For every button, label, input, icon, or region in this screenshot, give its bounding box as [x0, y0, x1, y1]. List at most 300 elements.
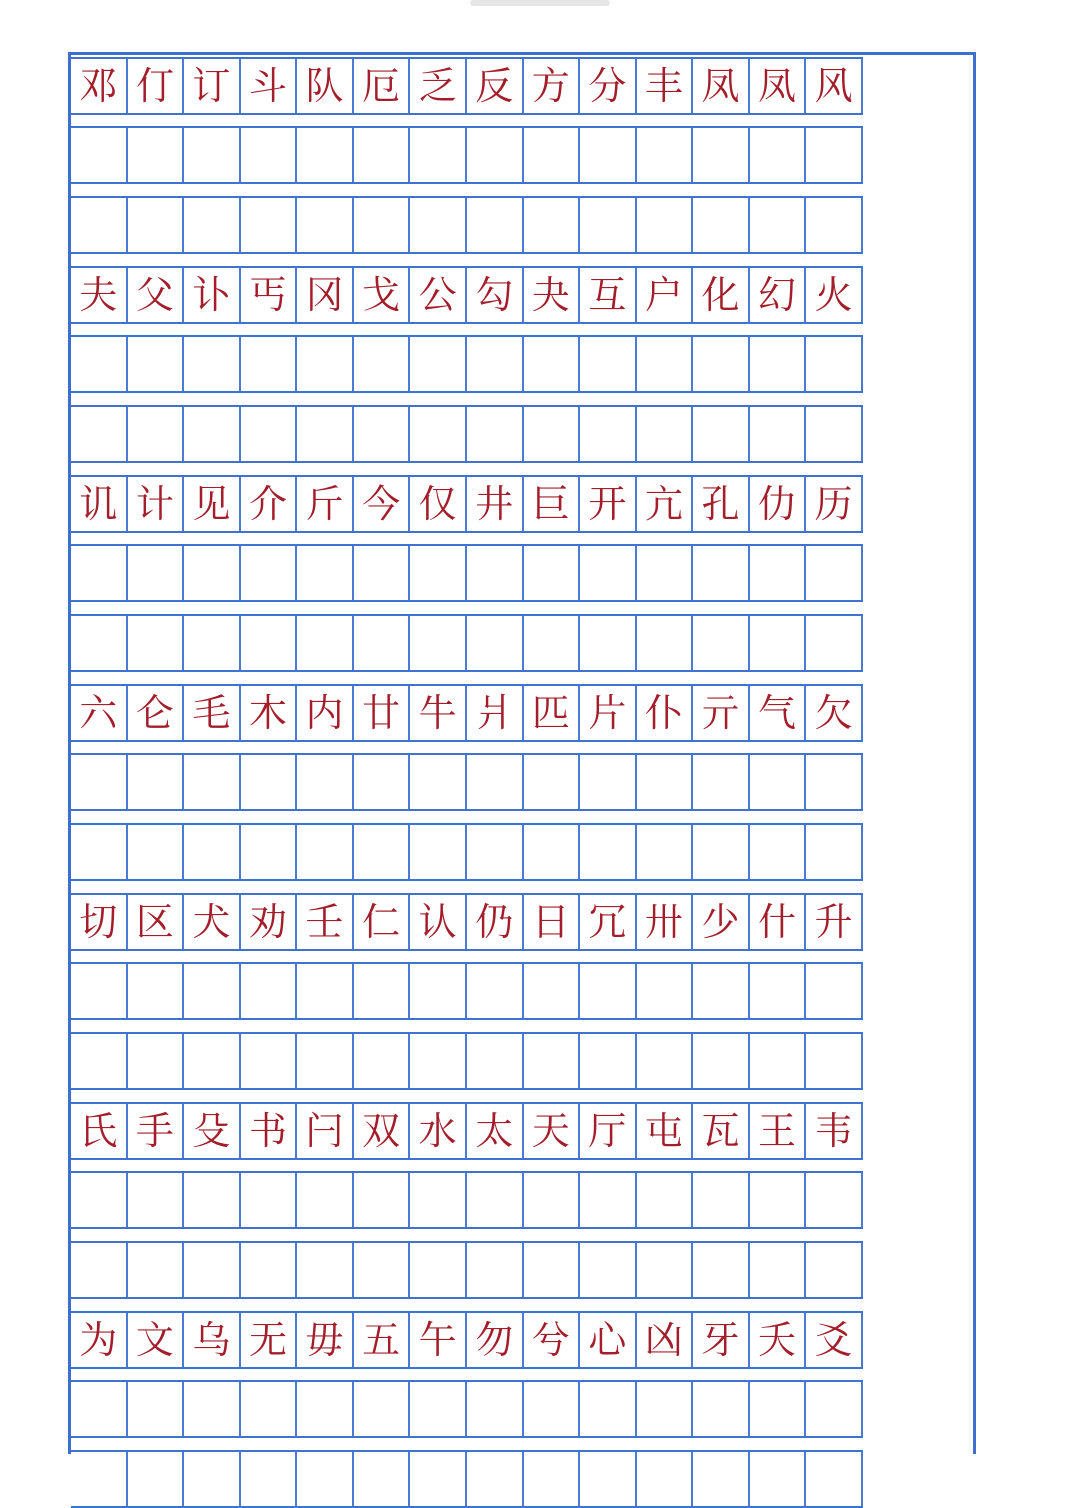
practice-cell[interactable] [750, 546, 807, 600]
practice-cell[interactable] [410, 964, 467, 1018]
model-character: 爿 [467, 686, 524, 740]
practice-cell[interactable] [241, 337, 298, 391]
model-character: 亓 [693, 686, 750, 740]
practice-cell[interactable] [184, 337, 241, 391]
practice-cell[interactable] [806, 407, 863, 461]
practice-cell[interactable] [354, 546, 411, 600]
practice-cell[interactable] [580, 198, 637, 252]
practice-cell[interactable] [241, 964, 298, 1018]
model-character: 厄 [354, 59, 411, 113]
practice-cell[interactable] [524, 825, 581, 879]
practice-cell[interactable] [241, 1034, 298, 1088]
practice-cell[interactable] [128, 1034, 185, 1088]
model-character: 讣 [184, 268, 241, 322]
model-character: 今 [354, 477, 411, 531]
model-character: 闩 [297, 1104, 354, 1158]
practice-cell[interactable] [71, 1452, 128, 1506]
practice-cell[interactable] [354, 1034, 411, 1088]
practice-cell[interactable] [184, 755, 241, 809]
model-character: 化 [693, 268, 750, 322]
practice-cell[interactable] [184, 128, 241, 182]
model-character: 壬 [297, 895, 354, 949]
model-character: 什 [750, 895, 807, 949]
model-character: 氏 [71, 1104, 128, 1158]
model-character: 孔 [693, 477, 750, 531]
scan-mark [470, 0, 610, 6]
model-character: 勿 [467, 1313, 524, 1367]
practice-cell[interactable] [524, 337, 581, 391]
practice-cell[interactable] [806, 1173, 863, 1227]
practice-cell[interactable] [637, 964, 694, 1018]
practice-cell[interactable] [467, 1243, 524, 1297]
model-character: 计 [128, 477, 185, 531]
practice-cell[interactable] [128, 1243, 185, 1297]
model-character: 片 [580, 686, 637, 740]
practice-cell[interactable] [354, 337, 411, 391]
practice-cell[interactable] [128, 825, 185, 879]
practice-cell[interactable] [71, 337, 128, 391]
model-character: 卅 [637, 895, 694, 949]
practice-cell[interactable] [184, 825, 241, 879]
practice-cell[interactable] [580, 755, 637, 809]
model-character: 冗 [580, 895, 637, 949]
model-character: 互 [580, 268, 637, 322]
practice-cell[interactable] [410, 825, 467, 879]
model-character: 手 [128, 1104, 185, 1158]
practice-cell[interactable] [241, 198, 298, 252]
model-character: 毛 [184, 686, 241, 740]
model-character: 五 [354, 1313, 411, 1367]
practice-cell[interactable] [354, 755, 411, 809]
practice-cell[interactable] [637, 546, 694, 600]
model-character: 认 [410, 895, 467, 949]
practice-cell[interactable] [297, 1243, 354, 1297]
model-character: 夭 [750, 1313, 807, 1367]
practice-cell[interactable] [184, 546, 241, 600]
practice-cell[interactable] [693, 128, 750, 182]
model-character: 仃 [128, 59, 185, 113]
practice-cell[interactable] [467, 1452, 524, 1506]
practice-cell[interactable] [750, 1382, 807, 1436]
model-character: 王 [750, 1104, 807, 1158]
model-character: 凶 [637, 1313, 694, 1367]
practice-cell[interactable] [71, 1243, 128, 1297]
practice-cell[interactable] [297, 825, 354, 879]
practice-cell[interactable] [354, 198, 411, 252]
practice-cell[interactable] [693, 337, 750, 391]
practice-cell[interactable] [637, 825, 694, 879]
practice-cell[interactable] [128, 1452, 185, 1506]
practice-cell[interactable] [297, 546, 354, 600]
practice-cell[interactable] [693, 616, 750, 670]
model-character: 韦 [806, 1104, 863, 1158]
practice-cell[interactable] [750, 1173, 807, 1227]
model-character: 日 [524, 895, 581, 949]
practice-cell[interactable] [693, 1034, 750, 1088]
practice-cell[interactable] [806, 825, 863, 879]
practice-cell[interactable] [241, 755, 298, 809]
practice-cell[interactable] [354, 128, 411, 182]
blank-practice-row [71, 544, 863, 602]
model-character: 仅 [410, 477, 467, 531]
model-character: 介 [241, 477, 298, 531]
model-character: 为 [71, 1313, 128, 1367]
model-character: 牙 [693, 1313, 750, 1367]
blank-practice-row [71, 1450, 863, 1508]
model-character: 历 [806, 477, 863, 531]
model-character: 巨 [524, 477, 581, 531]
model-character: 仁 [354, 895, 411, 949]
model-character-row [71, 57, 863, 115]
practice-cell[interactable] [297, 1382, 354, 1436]
practice-cell[interactable] [297, 1034, 354, 1088]
model-character: 订 [184, 59, 241, 113]
practice-cell[interactable] [241, 128, 298, 182]
practice-cell[interactable] [806, 1382, 863, 1436]
blank-practice-row [71, 1241, 863, 1299]
practice-cell[interactable] [71, 964, 128, 1018]
model-character: 殳 [184, 1104, 241, 1158]
practice-cell[interactable] [750, 825, 807, 879]
practice-cell[interactable] [410, 198, 467, 252]
practice-cell[interactable] [750, 198, 807, 252]
practice-cell[interactable] [128, 198, 185, 252]
practice-cell[interactable] [806, 546, 863, 600]
model-character: 方 [524, 59, 581, 113]
practice-cell[interactable] [580, 616, 637, 670]
practice-cell[interactable] [354, 407, 411, 461]
practice-cell[interactable] [297, 198, 354, 252]
practice-cell[interactable] [580, 964, 637, 1018]
practice-cell[interactable] [297, 964, 354, 1018]
practice-cell[interactable] [241, 1452, 298, 1506]
practice-cell[interactable] [806, 198, 863, 252]
practice-cell[interactable] [354, 825, 411, 879]
model-character: 仆 [637, 686, 694, 740]
model-character: 牛 [410, 686, 467, 740]
model-character: 爻 [806, 1313, 863, 1367]
practice-cell[interactable] [71, 1034, 128, 1088]
practice-cell[interactable] [467, 755, 524, 809]
practice-cell[interactable] [806, 1243, 863, 1297]
model-character: 书 [241, 1104, 298, 1158]
practice-cell[interactable] [806, 755, 863, 809]
practice-cell[interactable] [354, 1452, 411, 1506]
practice-cell[interactable] [297, 755, 354, 809]
practice-cell[interactable] [241, 1382, 298, 1436]
model-character: 丰 [637, 59, 694, 113]
practice-cell[interactable] [128, 546, 185, 600]
practice-cell[interactable] [410, 407, 467, 461]
practice-cell[interactable] [467, 407, 524, 461]
practice-cell[interactable] [750, 755, 807, 809]
practice-cell[interactable] [750, 1452, 807, 1506]
practice-cell[interactable] [467, 825, 524, 879]
blank-practice-row [71, 614, 863, 672]
model-character: 心 [580, 1313, 637, 1367]
practice-cell[interactable] [524, 616, 581, 670]
model-character: 内 [297, 686, 354, 740]
practice-cell[interactable] [128, 1173, 185, 1227]
practice-cell[interactable] [524, 128, 581, 182]
practice-cell[interactable] [410, 337, 467, 391]
practice-cell[interactable] [693, 964, 750, 1018]
practice-cell[interactable] [750, 128, 807, 182]
model-character: 亢 [637, 477, 694, 531]
model-character: 犬 [184, 895, 241, 949]
practice-cell[interactable] [184, 616, 241, 670]
practice-cell[interactable] [637, 755, 694, 809]
practice-cell[interactable] [693, 1173, 750, 1227]
practice-cell[interactable] [637, 407, 694, 461]
model-character: 开 [580, 477, 637, 531]
practice-cell[interactable] [297, 1173, 354, 1227]
model-character: 井 [467, 477, 524, 531]
model-character-row [71, 266, 863, 324]
model-character: 父 [128, 268, 185, 322]
practice-cell[interactable] [71, 616, 128, 670]
practice-cell[interactable] [693, 1243, 750, 1297]
practice-cell[interactable] [354, 1173, 411, 1227]
model-character: 文 [128, 1313, 185, 1367]
practice-cell[interactable] [467, 546, 524, 600]
practice-cell[interactable] [524, 198, 581, 252]
blank-practice-row [71, 823, 863, 881]
practice-cell[interactable] [637, 1243, 694, 1297]
practice-cell[interactable] [750, 616, 807, 670]
practice-cell[interactable] [71, 128, 128, 182]
practice-cell[interactable] [128, 964, 185, 1018]
model-character: 匹 [524, 686, 581, 740]
practice-cell[interactable] [524, 1034, 581, 1088]
practice-cell[interactable] [297, 128, 354, 182]
practice-cell[interactable] [637, 1173, 694, 1227]
practice-cell[interactable] [128, 755, 185, 809]
practice-cell[interactable] [580, 128, 637, 182]
model-character: 凤 [750, 59, 807, 113]
practice-cell[interactable] [410, 1243, 467, 1297]
practice-cell[interactable] [637, 128, 694, 182]
model-character: 邓 [71, 59, 128, 113]
practice-cell[interactable] [580, 1382, 637, 1436]
practice-cell[interactable] [806, 1034, 863, 1088]
blank-practice-row [71, 335, 863, 393]
practice-cell[interactable] [410, 755, 467, 809]
practice-cell[interactable] [693, 407, 750, 461]
model-character: 勾 [467, 268, 524, 322]
model-character: 区 [128, 895, 185, 949]
model-character: 仍 [467, 895, 524, 949]
practice-cell[interactable] [750, 1243, 807, 1297]
model-character: 队 [297, 59, 354, 113]
practice-cell[interactable] [750, 337, 807, 391]
model-character-row [71, 893, 863, 951]
practice-cell[interactable] [184, 964, 241, 1018]
practice-cell[interactable] [750, 407, 807, 461]
practice-cell[interactable] [410, 1382, 467, 1436]
practice-cell[interactable] [71, 755, 128, 809]
practice-cell[interactable] [524, 1382, 581, 1436]
practice-cell[interactable] [524, 1173, 581, 1227]
model-character: 升 [806, 895, 863, 949]
practice-cell[interactable] [637, 1034, 694, 1088]
practice-cell[interactable] [241, 407, 298, 461]
practice-cell[interactable] [467, 1034, 524, 1088]
practice-cell[interactable] [410, 616, 467, 670]
practice-cell[interactable] [806, 128, 863, 182]
practice-cell[interactable] [580, 337, 637, 391]
model-character: 无 [241, 1313, 298, 1367]
model-character: 冈 [297, 268, 354, 322]
model-character: 双 [354, 1104, 411, 1158]
model-character: 凤 [693, 59, 750, 113]
practice-cell[interactable] [71, 1173, 128, 1227]
blank-practice-row [71, 1171, 863, 1229]
practice-cell[interactable] [580, 407, 637, 461]
practice-cell[interactable] [184, 1382, 241, 1436]
model-character: 公 [410, 268, 467, 322]
practice-cell[interactable] [128, 128, 185, 182]
practice-cell[interactable] [637, 616, 694, 670]
practice-cell[interactable] [806, 616, 863, 670]
practice-cell[interactable] [467, 128, 524, 182]
practice-cell[interactable] [806, 964, 863, 1018]
model-character: 少 [693, 895, 750, 949]
practice-cell[interactable] [71, 825, 128, 879]
practice-cell[interactable] [693, 198, 750, 252]
model-character: 兮 [524, 1313, 581, 1367]
practice-cell[interactable] [580, 1243, 637, 1297]
practice-cell[interactable] [693, 1452, 750, 1506]
practice-cell[interactable] [524, 755, 581, 809]
practice-cell[interactable] [297, 1452, 354, 1506]
blank-practice-row [71, 405, 863, 463]
practice-cell[interactable] [71, 1382, 128, 1436]
practice-cell[interactable] [128, 337, 185, 391]
model-character-row [71, 475, 863, 533]
model-character: 天 [524, 1104, 581, 1158]
practice-cell[interactable] [750, 964, 807, 1018]
practice-cell[interactable] [184, 1243, 241, 1297]
practice-cell[interactable] [637, 198, 694, 252]
practice-cell[interactable] [693, 1382, 750, 1436]
practice-cell[interactable] [241, 1173, 298, 1227]
model-character: 斗 [241, 59, 298, 113]
blank-practice-row [71, 753, 863, 811]
practice-cell[interactable] [184, 407, 241, 461]
practice-cell[interactable] [354, 616, 411, 670]
practice-cell[interactable] [580, 1034, 637, 1088]
practice-cell[interactable] [71, 198, 128, 252]
model-character: 太 [467, 1104, 524, 1158]
practice-cell[interactable] [750, 1034, 807, 1088]
model-character: 丐 [241, 268, 298, 322]
practice-cell[interactable] [467, 1382, 524, 1436]
model-character: 切 [71, 895, 128, 949]
practice-cell[interactable] [524, 1452, 581, 1506]
model-character: 戈 [354, 268, 411, 322]
practice-cell[interactable] [580, 1173, 637, 1227]
practice-cell[interactable] [693, 825, 750, 879]
practice-cell[interactable] [410, 1452, 467, 1506]
practice-cell[interactable] [524, 964, 581, 1018]
practice-cell[interactable] [467, 198, 524, 252]
practice-cell[interactable] [128, 407, 185, 461]
practice-cell[interactable] [467, 964, 524, 1018]
practice-cell[interactable] [71, 407, 128, 461]
model-character: 见 [184, 477, 241, 531]
practice-cell[interactable] [354, 964, 411, 1018]
practice-cell[interactable] [128, 616, 185, 670]
model-character-row [71, 1311, 863, 1369]
practice-cell[interactable] [184, 1452, 241, 1506]
model-character: 夫 [71, 268, 128, 322]
model-character: 水 [410, 1104, 467, 1158]
practice-cell[interactable] [693, 755, 750, 809]
practice-cell[interactable] [637, 1382, 694, 1436]
practice-cell[interactable] [354, 1243, 411, 1297]
model-character: 劝 [241, 895, 298, 949]
practice-cell[interactable] [693, 546, 750, 600]
practice-cell[interactable] [184, 1173, 241, 1227]
model-character: 六 [71, 686, 128, 740]
practice-cell[interactable] [637, 337, 694, 391]
model-character: 户 [637, 268, 694, 322]
practice-cell[interactable] [467, 616, 524, 670]
practice-cell[interactable] [524, 407, 581, 461]
practice-cell[interactable] [580, 1452, 637, 1506]
model-character-row [71, 1102, 863, 1160]
practice-cell[interactable] [184, 1034, 241, 1088]
model-character: 廿 [354, 686, 411, 740]
practice-cell[interactable] [241, 616, 298, 670]
model-character: 仂 [750, 477, 807, 531]
practice-cell[interactable] [71, 546, 128, 600]
practice-cell[interactable] [806, 1452, 863, 1506]
practice-cell[interactable] [241, 1243, 298, 1297]
practice-cell[interactable] [410, 128, 467, 182]
practice-cell[interactable] [184, 198, 241, 252]
practice-cell[interactable] [410, 546, 467, 600]
practice-cell[interactable] [524, 546, 581, 600]
practice-cell[interactable] [297, 407, 354, 461]
practice-cell[interactable] [297, 616, 354, 670]
practice-cell[interactable] [354, 1382, 411, 1436]
practice-cell[interactable] [410, 1034, 467, 1088]
model-character: 乏 [410, 59, 467, 113]
practice-cell[interactable] [410, 1173, 467, 1227]
model-character: 木 [241, 686, 298, 740]
practice-cell[interactable] [241, 546, 298, 600]
model-character: 分 [580, 59, 637, 113]
practice-cell[interactable] [524, 1243, 581, 1297]
model-character: 瓦 [693, 1104, 750, 1158]
practice-cell[interactable] [128, 1382, 185, 1436]
blank-practice-row [71, 196, 863, 254]
practice-cell[interactable] [580, 546, 637, 600]
blank-practice-row [71, 1032, 863, 1090]
practice-cell[interactable] [580, 825, 637, 879]
model-character: 火 [806, 268, 863, 322]
practice-cell[interactable] [467, 337, 524, 391]
practice-cell[interactable] [241, 825, 298, 879]
practice-cell[interactable] [467, 1173, 524, 1227]
practice-cell[interactable] [637, 1452, 694, 1506]
practice-cell[interactable] [297, 337, 354, 391]
practice-cell[interactable] [806, 337, 863, 391]
model-character: 气 [750, 686, 807, 740]
model-character: 风 [806, 59, 863, 113]
